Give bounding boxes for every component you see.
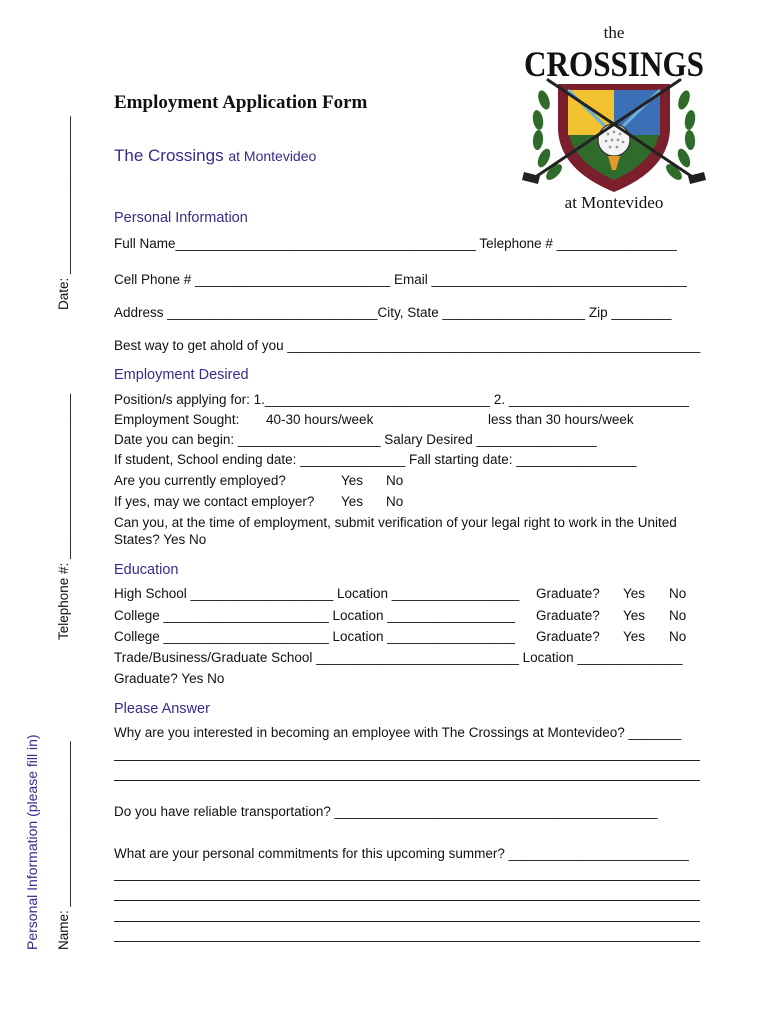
answer-line[interactable] [114, 760, 700, 761]
position-line[interactable]: Position/s applying for: 1.______________________________ 2. ________________________ [114, 392, 690, 407]
education-row-graduate-label: Graduate? [536, 586, 600, 601]
education-row-fields[interactable]: High School ___________________ Location _________________ [114, 586, 520, 601]
sidebar-date-field[interactable]: Date: _____________________ [56, 116, 71, 310]
cell-email-line[interactable]: Cell Phone # __________________________ Email __________________________________ [114, 272, 687, 287]
question-transportation[interactable]: Do you have reliable transportation? ___________________________________________ [114, 804, 658, 819]
answer-line[interactable] [114, 941, 700, 942]
may-contact-yes[interactable]: Yes [341, 494, 364, 509]
address-line[interactable]: Address ____________________________City, State ___________________ Zip ________ [114, 305, 672, 320]
education-row-graduate-label: Graduate? [536, 629, 600, 644]
full-name-telephone-line[interactable]: Full Name________________________________________ Telephone # ________________ [114, 236, 677, 251]
answers-heading: Please Answer [114, 701, 210, 717]
currently-employed-yes[interactable]: Yes [341, 473, 364, 488]
trade-graduate-line[interactable]: Graduate? Yes No [114, 671, 225, 686]
may-contact-label: If yes, may we contact employer? [114, 494, 315, 509]
verification-line-1: Can you, at the time of employment, submit verification of your legal right to work in the United [114, 515, 677, 530]
logo-the: the [603, 23, 625, 42]
may-contact-no[interactable]: No [386, 494, 404, 509]
logo-crossings: CROSSINGS [524, 44, 704, 84]
answer-line[interactable] [114, 921, 700, 922]
sidebar-personal-info-label: Personal Information (please fill in) [24, 734, 40, 950]
education-row-yes[interactable]: Yes [623, 586, 646, 601]
subtitle-rest: at Montevideo [228, 148, 317, 164]
crossings-logo [518, 20, 710, 220]
education-row-yes[interactable]: Yes [623, 608, 646, 623]
education-row-no[interactable]: No [669, 629, 687, 644]
question-commitments[interactable]: What are your personal commitments for this upcoming summer? ________________________ [114, 846, 689, 861]
logo-place: at Montevideo [564, 193, 664, 212]
education-row-no[interactable]: No [669, 608, 687, 623]
student-dates-line[interactable]: If student, School ending date: ______________ Fall starting date: ________________ [114, 452, 637, 467]
education-row-fields[interactable]: College ______________________ Location _________________ [114, 608, 515, 623]
answer-line[interactable] [114, 900, 700, 901]
page-subtitle [114, 146, 316, 166]
date-begin-salary-line[interactable]: Date you can begin: ___________________ Salary Desired ________________ [114, 432, 597, 447]
personal-info-heading: Personal Information [114, 210, 248, 226]
sought-option-40-30[interactable]: 40-30 hours/week [266, 412, 374, 427]
subtitle-main: The Crossings [114, 146, 224, 165]
employment-heading: Employment Desired [114, 367, 249, 383]
education-row-no[interactable]: No [669, 586, 687, 601]
trade-school-line[interactable]: Trade/Business/Graduate School ___________________________ Location ______________ [114, 650, 683, 665]
question-interest[interactable]: Why are you interested in becoming an employee with The Crossings at Montevideo? _______ [114, 725, 682, 740]
education-heading: Education [114, 562, 179, 578]
sought-option-under-30[interactable]: less than 30 hours/week [488, 412, 634, 427]
education-row-graduate-label: Graduate? [536, 608, 600, 623]
verification-line-2[interactable]: States? Yes No [114, 532, 207, 547]
employment-sought-label: Employment Sought: [114, 412, 240, 427]
answer-line[interactable] [114, 880, 700, 881]
answer-line[interactable] [114, 780, 700, 781]
sidebar-name-field[interactable]: Name: ______________________ [56, 741, 71, 950]
best-way-line[interactable]: Best way to get ahold of you _______________________________________________________ [114, 338, 701, 353]
currently-employed-no[interactable]: No [386, 473, 404, 488]
education-row-yes[interactable]: Yes [623, 629, 646, 644]
page-title: Employment Application Form [114, 92, 368, 113]
golf-ball-icon [598, 124, 630, 156]
sidebar-telephone-field[interactable]: Telephone #: ______________________ [56, 393, 71, 640]
education-row-fields[interactable]: College ______________________ Location _________________ [114, 629, 515, 644]
currently-employed-label: Are you currently employed? [114, 473, 286, 488]
